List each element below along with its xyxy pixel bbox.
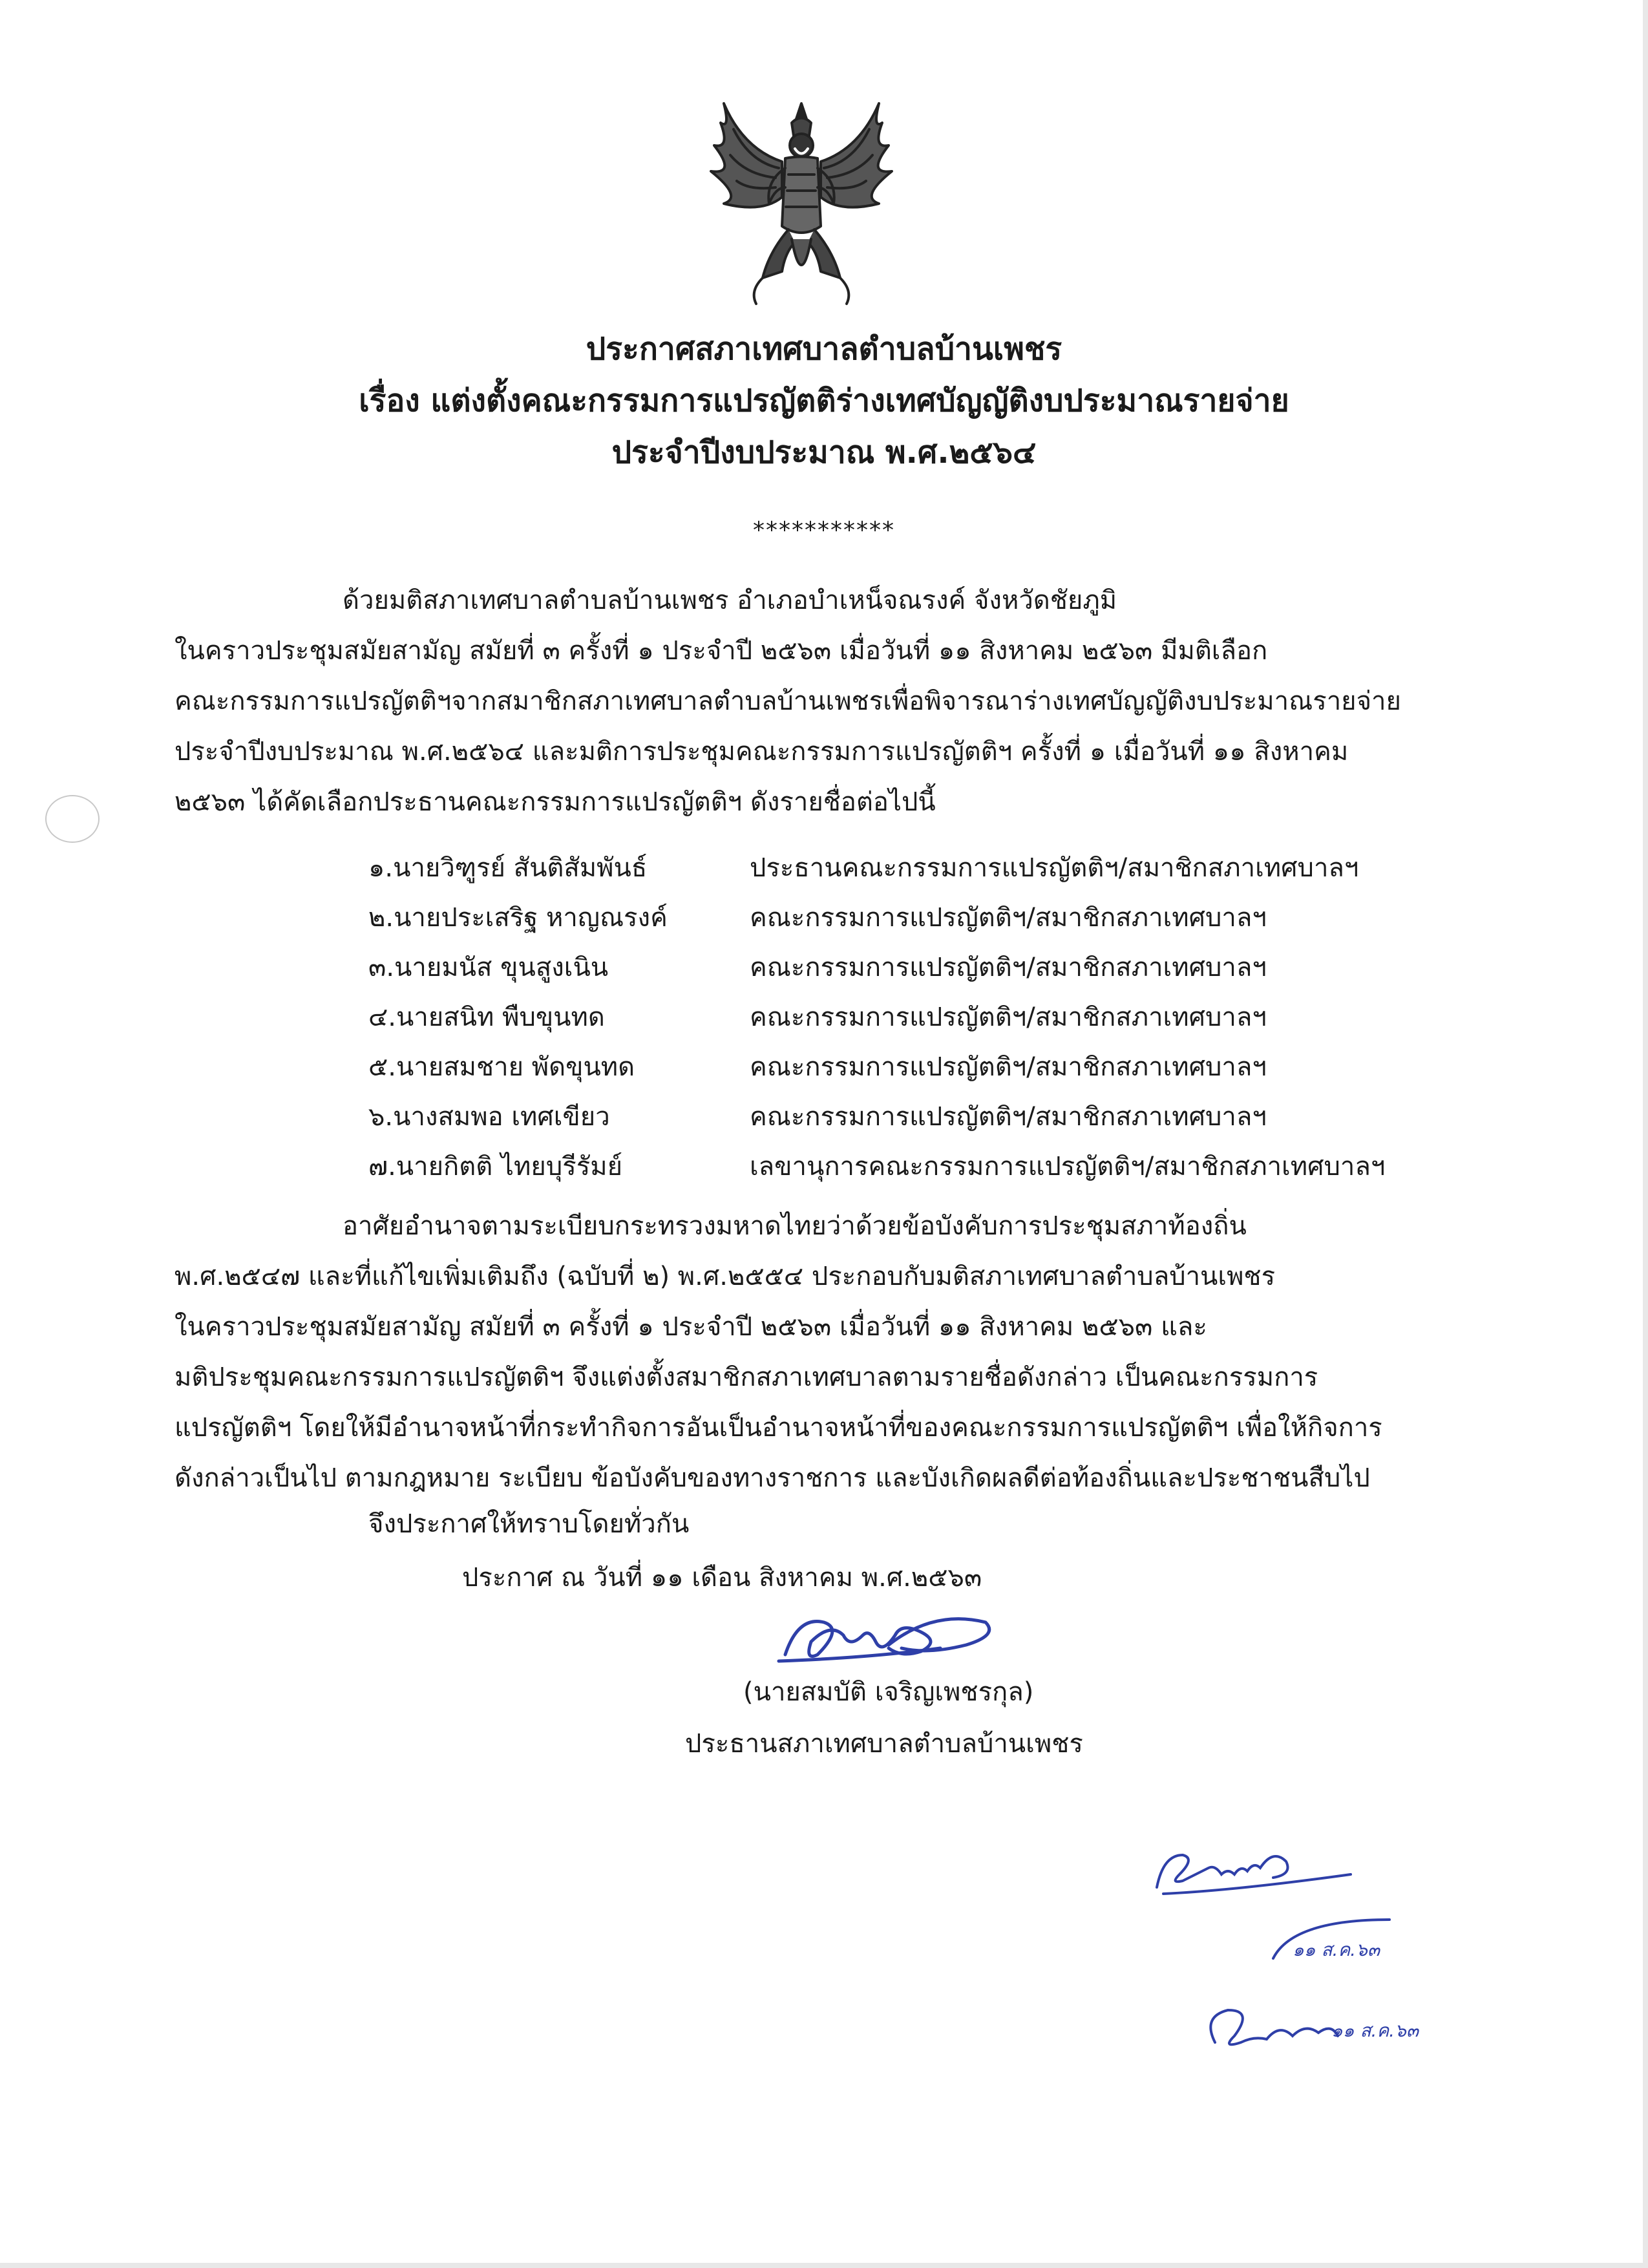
list-item — [368, 991, 1385, 1041]
signer-name: (นายสมบัติ เจริญเพชรกุล) — [743, 1677, 1034, 1707]
member-role: คณะกรรมการแปรญัตติฯ/สมาชิกสภาเทศบาลฯ — [750, 952, 1267, 982]
page-edge — [0, 2263, 1648, 2268]
paragraph-line: คณะกรรมการแปรญัตติฯจากสมาชิกสภาเทศบาลตำบลบ้านเพชรเพื่อพิจารณาร่างเทศบัญญัติงบประมาณรายจ่าย — [174, 686, 1401, 716]
list-item — [368, 942, 1385, 991]
paragraph-line: ดังกล่าวเป็นไป ตามกฎหมาย ระเบียบ ข้อบังคับของทางราชการ และบังเกิดผลดีต่อท้องถิ่นและประชาชนสืบไป — [174, 1463, 1370, 1493]
member-name: ๓.นายมนัส ขุนสูงเนิน — [368, 952, 609, 982]
paragraph-line: มติประชุมคณะกรรมการแปรญัตติฯ จึงแต่งตั้งสมาชิกสภาเทศบาลตามรายชื่อดังกล่าว เป็นคณะกรรมการ — [174, 1362, 1318, 1392]
paragraph-line: ในคราวประชุมสมัยสามัญ สมัยที่ ๓ ครั้งที่ ๑ ประจำปี ๒๕๖๓ เมื่อวันที่ ๑๑ สิงหาคม ๒๕๖๓ และ — [174, 1312, 1207, 1342]
signature-icon — [772, 1596, 1005, 1674]
member-role: ประธานคณะกรรมการแปรญัตติฯ/สมาชิกสภาเทศบาลฯ — [750, 853, 1359, 883]
separator: *********** — [753, 517, 895, 544]
member-role: คณะกรรมการแปรญัตติฯ/สมาชิกสภาเทศบาลฯ — [750, 902, 1267, 933]
member-role: เลขานุการคณะกรรมการแปรญัตติฯ/สมาชิกสภาเทศบาลฯ — [750, 1151, 1386, 1182]
list-item — [368, 892, 1385, 942]
member-name: ๖.นางสมพอ เทศเขียว — [368, 1101, 610, 1132]
signer-position: ประธานสภาเทศบาลตำบลบ้านเพชร — [685, 1729, 1083, 1759]
page-edge — [1643, 0, 1648, 2268]
member-role: คณะกรรมการแปรญัตติฯ/สมาชิกสภาเทศบาลฯ — [750, 1052, 1267, 1082]
paragraph-resolution — [174, 575, 1435, 827]
member-role: คณะกรรมการแปรญัตติฯ/สมาชิกสภาเทศบาลฯ — [750, 1002, 1267, 1032]
list-item — [368, 842, 1385, 892]
handwritten-initials-icon — [1144, 1829, 1402, 2114]
paragraph-line: แปรญัตติฯ โดยให้มีอำนาจหน้าที่กระทำกิจการอันเป็นอำนาจหน้าที่ของคณะกรรมการแปรญัตติฯ เพื่อให้กิจการ — [174, 1413, 1382, 1443]
paragraph-authority — [174, 1201, 1435, 1503]
member-name: ๔.นายสนิท พืบขุนทด — [368, 1002, 605, 1032]
document-fiscal-year: ประจำปีงบประมาณ พ.ศ.๒๕๖๔ — [611, 434, 1037, 471]
paragraph-line: อาศัยอำนาจตามระเบียบกระทรวงมหาดไทยว่าด้วยข้อบังคับการประชุมสภาท้องถิ่น — [343, 1211, 1247, 1241]
paragraph-line: ในคราวประชุมสมัยสามัญ สมัยที่ ๓ ครั้งที่ ๑ ประจำปี ๒๕๖๓ เมื่อวันที่ ๑๑ สิงหาคม ๒๕๖๓ มีมติเลือก — [174, 636, 1268, 666]
paragraph-line: ๒๕๖๓ ได้คัดเลือกประธานคณะกรรมการแปรญัตติฯ ดังรายชื่อต่อไปนี้ — [174, 787, 936, 817]
announcement-date: ประกาศ ณ วันที่ ๑๑ เดือน สิงหาคม พ.ศ.๒๕๖๓ — [462, 1563, 982, 1593]
paragraph-line: พ.ศ.๒๕๔๗ และที่แก้ไขเพิ่มเติมถึง (ฉบับที่ ๒) พ.ศ.๒๕๕๔ ประกอบกับมติสภาเทศบาลตำบลบ้านเพชร — [174, 1262, 1276, 1291]
handwritten-date-1: ๑๑ ส.ค.๖๓ — [1293, 1939, 1380, 1960]
member-name: ๑.นายวิฑูรย์ สันติสัมพันธ์ — [368, 853, 648, 883]
punch-hole — [45, 795, 100, 843]
member-name: ๗.นายกิตติ ไทยบุรีรัมย์ — [368, 1151, 623, 1182]
handwritten-date-2: ๑๑ ส.ค.๖๓ — [1331, 2020, 1419, 2041]
paragraph-line: ด้วยมติสภาเทศบาลตำบลบ้านเพชร อำเภอบำเหน็จณรงค์ จังหวัดชัยภูมิ — [343, 586, 1117, 615]
document-title: ประกาศสภาเทศบาลตำบลบ้านเพชร — [586, 331, 1062, 367]
garuda-emblem-icon — [685, 84, 918, 317]
list-item — [368, 1141, 1385, 1191]
member-role: คณะกรรมการแปรญัตติฯ/สมาชิกสภาเทศบาลฯ — [750, 1101, 1267, 1132]
member-name: ๕.นายสมชาย พัดขุนทด — [368, 1052, 635, 1082]
document-subject: เรื่อง แต่งตั้งคณะกรรมการแปรญัตติร่างเทศบัญญัติงบประมาณรายจ่าย — [359, 383, 1289, 419]
list-item — [368, 1041, 1385, 1091]
member-name: ๒.นายประเสริฐ หาญณรงค์ — [368, 902, 668, 933]
paragraph-line: ประจำปีงบประมาณ พ.ศ.๒๕๖๔ และมติการประชุมคณะกรรมการแปรญัตติฯ ครั้งที่ ๑ เมื่อวันที่ ๑๑ สิงหาคม — [174, 737, 1349, 767]
committee-member-list — [368, 842, 1385, 1191]
list-item — [368, 1091, 1385, 1141]
closing-statement: จึงประกาศให้ทราบโดยทั่วกัน — [368, 1509, 690, 1539]
